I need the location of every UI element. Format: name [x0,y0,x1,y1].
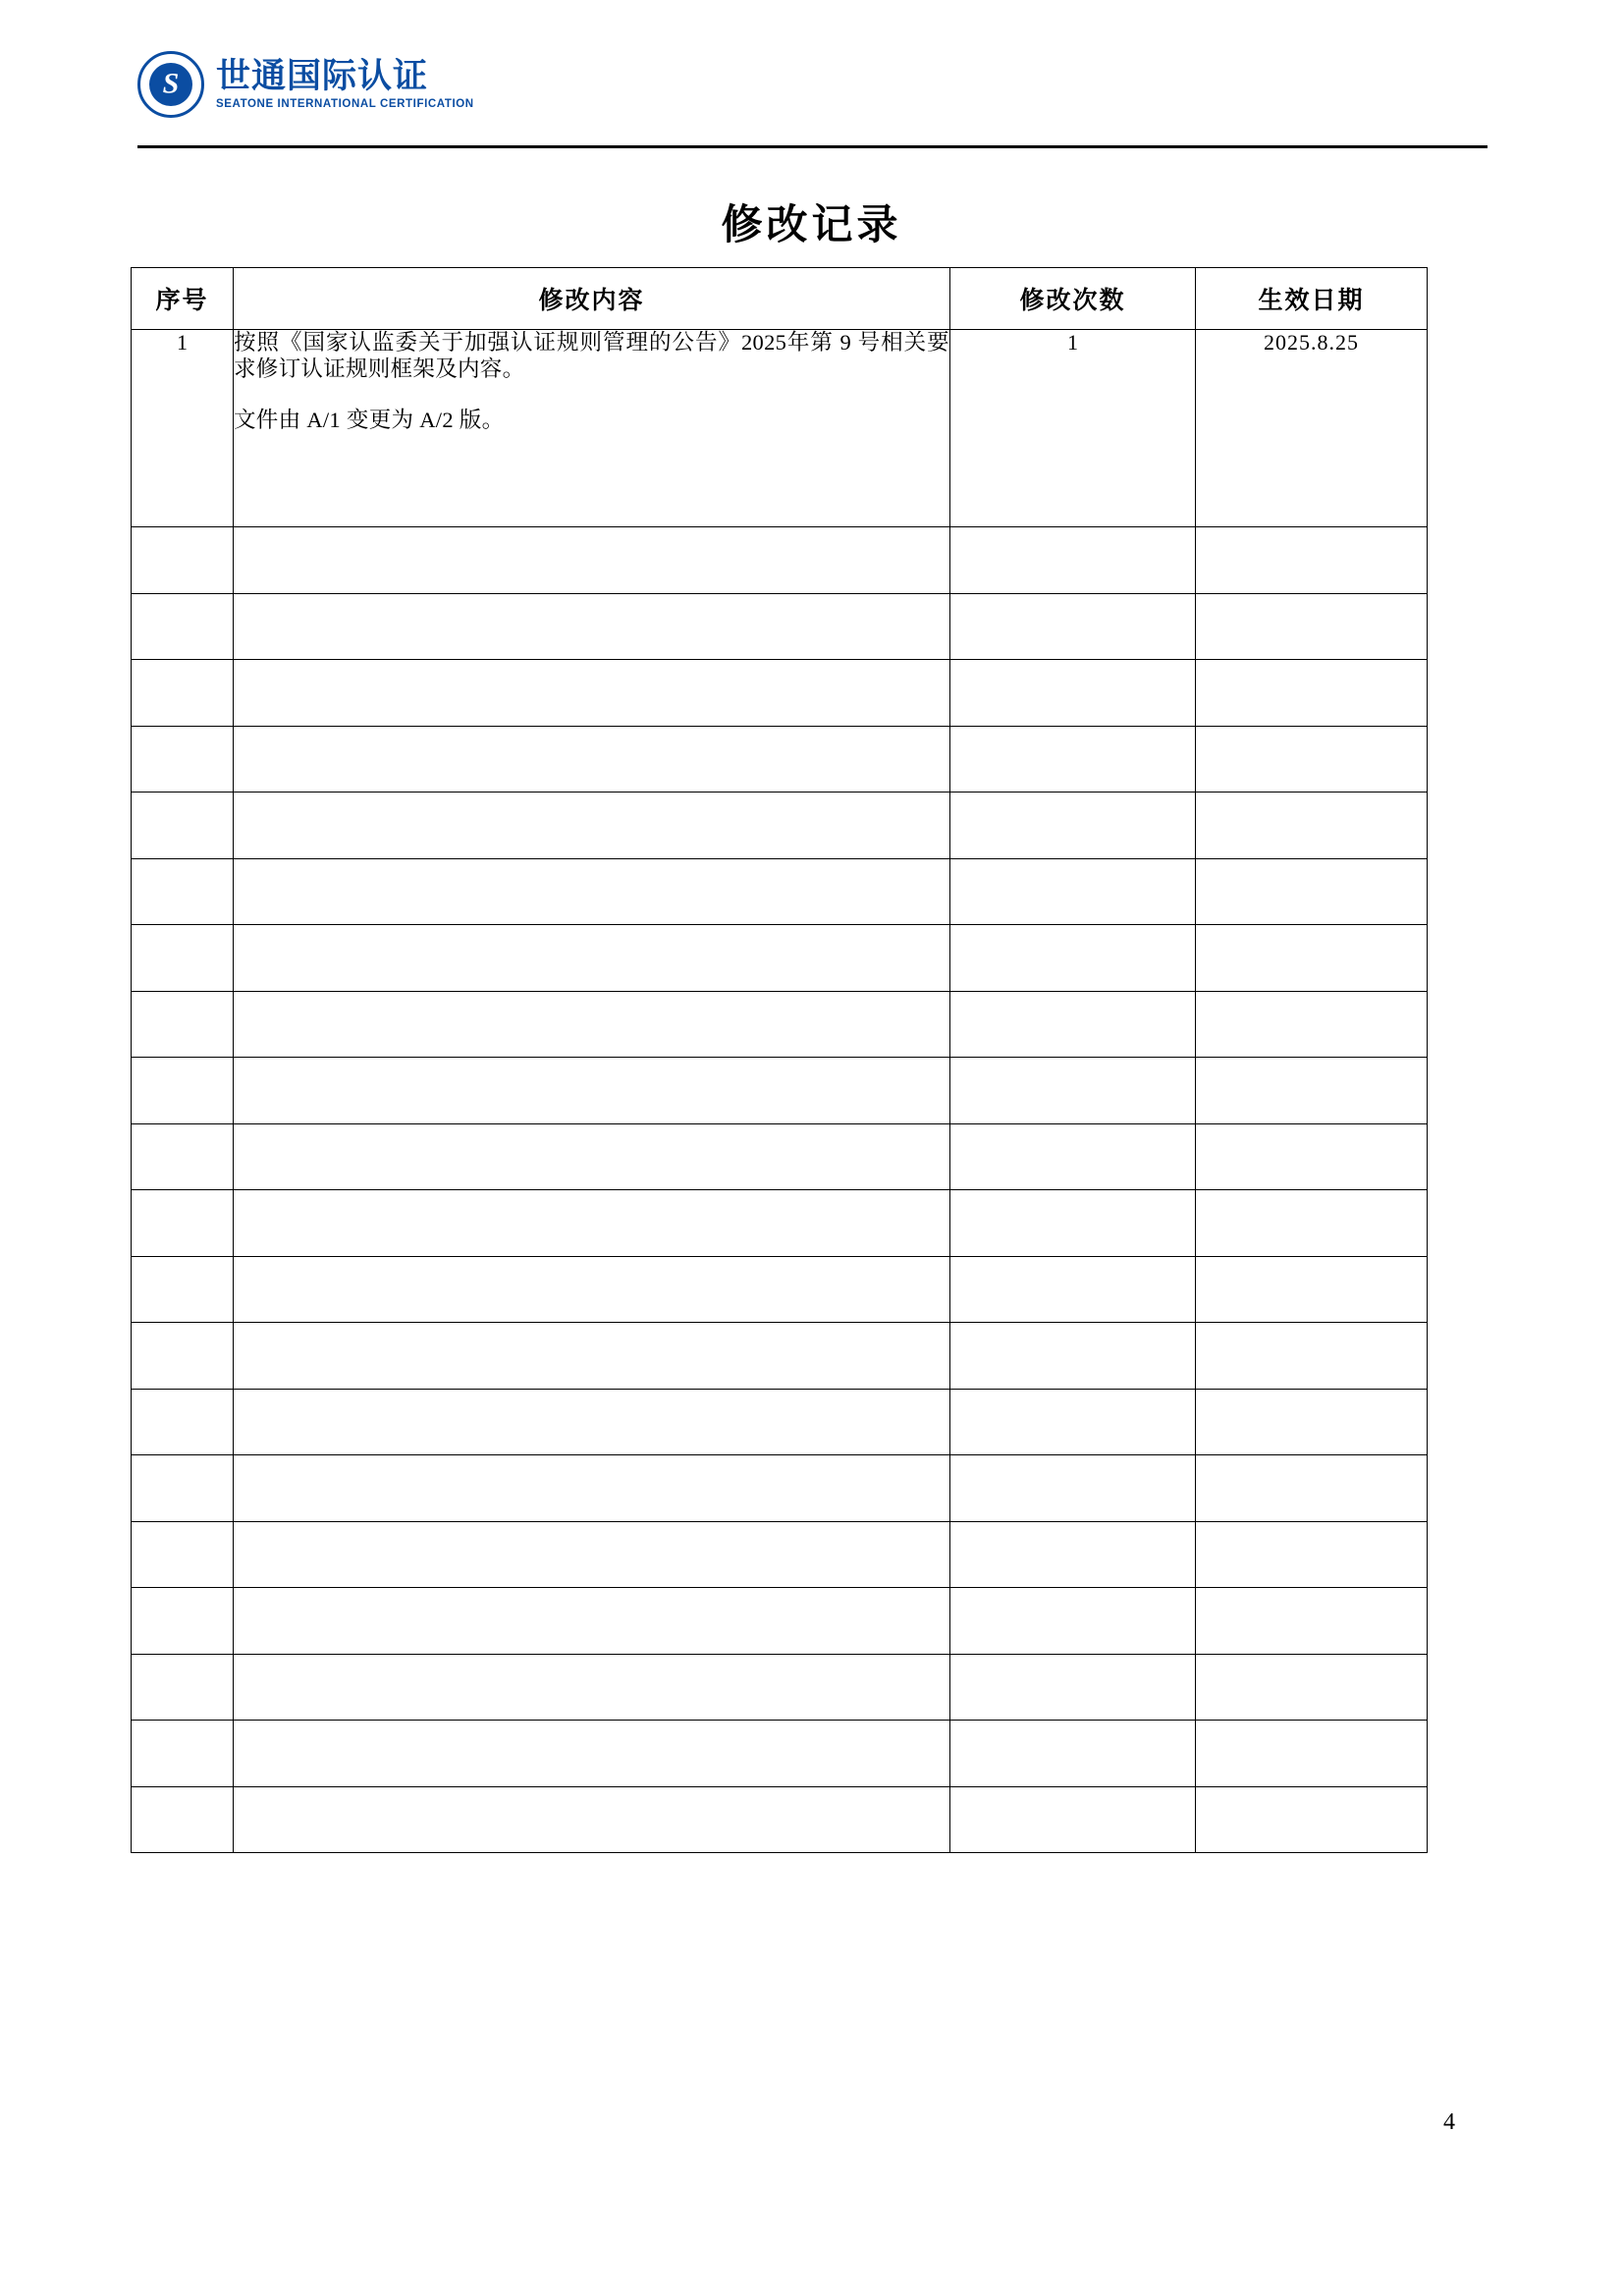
table-row [132,1323,1428,1390]
cell-date [1196,1190,1428,1257]
cell-date [1196,726,1428,793]
cell-date [1196,527,1428,594]
cell-no [132,1389,234,1455]
table-row [132,925,1428,992]
cell-no [132,991,234,1058]
cell-no [132,1654,234,1721]
cell-times [950,660,1196,727]
cell-no [132,1256,234,1323]
cell-detail [234,660,950,727]
cell-times [950,1588,1196,1655]
cell-times [950,527,1196,594]
cell-detail [234,925,950,992]
cell-no [132,925,234,992]
cell-no [132,593,234,660]
cell-detail [234,1323,950,1390]
cell-detail [234,1190,950,1257]
cell-date [1196,1256,1428,1323]
cell-detail [234,1455,950,1522]
cell-times [950,793,1196,859]
cell-no [132,1786,234,1853]
cell-date: 2025.8.25 [1196,330,1428,527]
cell-date [1196,660,1428,727]
table-row [132,1588,1428,1655]
cell-times [950,1190,1196,1257]
cell-date [1196,1389,1428,1455]
cell-times [950,1323,1196,1390]
cell-date [1196,1323,1428,1390]
table-row [132,660,1428,727]
cell-date [1196,1721,1428,1787]
cell-no [132,527,234,594]
cell-detail [234,330,950,527]
company-logo [137,51,474,118]
column-header-detail: 修改内容 [234,268,950,330]
table-row [132,1654,1428,1721]
table-row [132,726,1428,793]
table-row [132,1521,1428,1588]
cell-times [950,1455,1196,1522]
table-row [132,1786,1428,1853]
cell-detail [234,1786,950,1853]
cell-no [132,1323,234,1390]
cell-detail [234,527,950,594]
cell-no [132,1721,234,1787]
cell-date [1196,1058,1428,1124]
cell-detail [234,1256,950,1323]
cell-no [132,1521,234,1588]
cell-detail [234,1721,950,1787]
cell-times [950,858,1196,925]
cell-times [950,1256,1196,1323]
table-row [132,330,1428,527]
cell-date [1196,858,1428,925]
cell-detail [234,991,950,1058]
page-header [137,51,1488,149]
table-row [132,793,1428,859]
cell-times [950,991,1196,1058]
cell-times [950,1786,1196,1853]
cell-detail [234,593,950,660]
table-row [132,1190,1428,1257]
cell-date [1196,991,1428,1058]
revision-record-table-wrapper [131,267,1427,1853]
cell-no: 1 [132,330,234,527]
table-row [132,1256,1428,1323]
cell-date [1196,1123,1428,1190]
column-header-date: 生效日期 [1196,268,1428,330]
cell-date [1196,1786,1428,1853]
cell-detail-line: 文件由 A/1 变更为 A/2 版。 [234,408,505,433]
cell-times [950,1721,1196,1787]
cell-detail [234,793,950,859]
page-title: 修改记录 [721,201,902,247]
logo-chinese-name: 世通国际认证 [216,56,429,95]
logo-english-name: SEATONE INTERNATIONAL CERTIFICATION [216,98,474,111]
cell-no [132,1190,234,1257]
cell-date [1196,793,1428,859]
cell-no [132,1058,234,1124]
table-row [132,1058,1428,1124]
cell-times [950,1123,1196,1190]
header-divider [137,145,1488,148]
table-row [132,1389,1428,1455]
cell-times [950,1654,1196,1721]
cell-times: 1 [950,330,1196,527]
table-row [132,1721,1428,1787]
cell-date [1196,925,1428,992]
cell-date [1196,1588,1428,1655]
table-row [132,991,1428,1058]
cell-times [950,726,1196,793]
revision-record-table [131,267,1428,1853]
cell-date [1196,1654,1428,1721]
cell-detail [234,1654,950,1721]
cell-times [950,1521,1196,1588]
column-header-no: 序号 [132,268,234,330]
cell-date [1196,1521,1428,1588]
cell-no [132,726,234,793]
table-header-row [132,268,1428,330]
cell-date [1196,1455,1428,1522]
cell-detail [234,1521,950,1588]
cell-detail-line: 按照《国家认监委关于加强认证规则管理的公告》2025年第 9 号相关要求修订认证规则框架及内容。 [234,330,949,381]
cell-times [950,593,1196,660]
cell-date [1196,593,1428,660]
table-row [132,1455,1428,1522]
cell-detail [234,858,950,925]
cell-detail [234,1389,950,1455]
cell-detail [234,1588,950,1655]
table-row [132,593,1428,660]
cell-no [132,660,234,727]
seatone-circle-logo-icon [137,51,204,118]
table-row [132,1123,1428,1190]
cell-detail [234,1123,950,1190]
table-row [132,858,1428,925]
cell-no [132,858,234,925]
cell-times [950,1389,1196,1455]
cell-times [950,1058,1196,1124]
logo-text-block [216,56,474,111]
cell-no [132,1455,234,1522]
table-row [132,527,1428,594]
cell-no [132,1123,234,1190]
cell-detail [234,1058,950,1124]
cell-detail [234,726,950,793]
column-header-times: 修改次数 [950,268,1196,330]
cell-times [950,925,1196,992]
cell-no [132,1588,234,1655]
cell-no [132,793,234,859]
page-number: 4 [1443,2109,1455,2135]
